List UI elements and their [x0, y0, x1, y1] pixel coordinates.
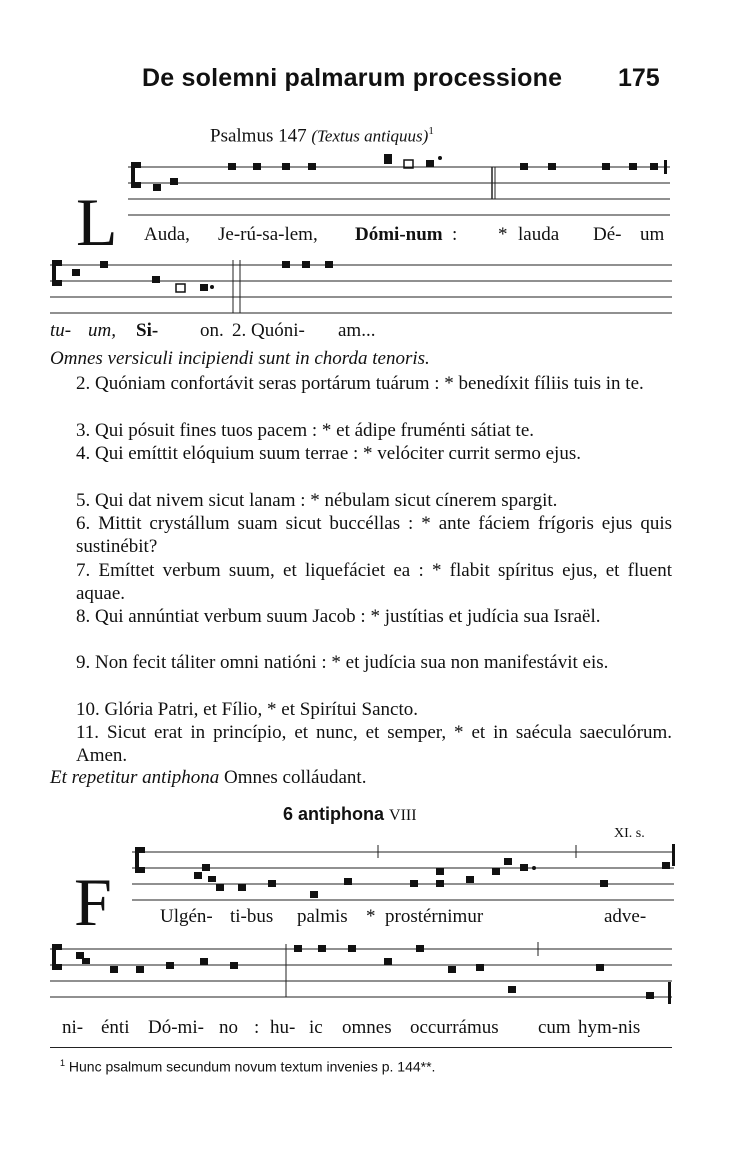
antiphon-lyric-2-1: ni- — [62, 1017, 84, 1038]
psalm-lyric-2-1: tu- — [50, 320, 72, 341]
rubric-outro-italic: Et repetitur antiphona — [50, 767, 220, 788]
psalm-lyric-1-6: lauda — [518, 224, 560, 245]
verse-5: 5. Qui dat nivem sicut lanam : * nébulam sicut cínerem spargit. — [76, 490, 558, 511]
antiphon-lyric-1-2: ti-bus — [230, 906, 274, 927]
psalm-title-main: Psalmus 147 — [210, 125, 307, 147]
psalm-lyric-2-4: on. — [200, 320, 224, 341]
antiphon-source: XI. s. — [614, 826, 645, 841]
verse-7: 7. Emíttet verbum suum, et liquefáciet ea : * flabit spíritus ejus, et fluent aquae. — [76, 560, 672, 604]
antiphon-lyric-2-3: Dó-mi- — [148, 1017, 204, 1038]
verse-8: 8. Qui annúntiat verbum suum Jacob : * justítias et judícia sua Israël. — [76, 606, 601, 627]
antiphon-lyric-2-2: énti — [101, 1017, 130, 1038]
psalm-lyric-2-6: am... — [338, 320, 376, 341]
footnote-text: Hunc psalmum secundum novum textum invenies p. 144**. — [68, 1058, 436, 1075]
antiphon-lyric-2-6: hu- — [270, 1017, 296, 1038]
antiphon-lyric-2-10: cum — [538, 1017, 571, 1038]
footnote-mark: 1 — [428, 125, 434, 137]
antiphon-lyric-2-4: no — [219, 1017, 238, 1038]
rubric-outro — [50, 766, 672, 789]
verse-9: 9. Non fecit táliter omni natióni : * et judícia sua non manifestávit eis. — [76, 652, 609, 673]
antiphon-mode: VIII — [389, 807, 417, 824]
page-number: 175 — [618, 64, 660, 92]
verse-4: 4. Qui emíttit elóquium suum terrae : * velóciter currit sermo ejus. — [76, 443, 581, 464]
psalm-lyric-1-7: Dé- — [593, 224, 622, 245]
antiphon-title-main: 6 antiphona — [283, 804, 385, 824]
antiphon-lyric-2-7: ic — [309, 1017, 323, 1038]
rubric-outro-normal: Omnes colláudant. — [223, 767, 367, 788]
psalm-lyric-1-4: : — [452, 224, 458, 245]
footnote-mark-bottom: 1 — [60, 1058, 66, 1068]
antiphon-lyric-2-11: hym-nis — [578, 1017, 641, 1038]
psalm-lyric-2-5: 2. Quóni- — [232, 320, 305, 341]
verse-2: 2. Quóniam confortávit seras portárum tuárum : * benedíxit fíliis tuis in te. — [76, 373, 644, 394]
antiphon-lyric-1-3: palmis — [297, 906, 348, 927]
antiphon-lyric-1-4: * — [366, 906, 376, 927]
psalm-lyric-1-5: * — [498, 224, 508, 245]
verse-10: 10. Glória Patri, et Fílio, * et Spirítui Sancto. — [76, 699, 418, 720]
psalm-title — [210, 125, 434, 147]
psalm-lyric-1-2: Je-rú-sa-lem, — [218, 224, 318, 245]
antiphon-lyric-1-1: Ulgén- — [160, 906, 213, 927]
verse-6: 6. Mittit crystállum suam sicut buccéllas : * ante fáciem frígoris ejus quis sustinébit? — [76, 513, 672, 557]
footnote-rule — [50, 1047, 672, 1048]
verse-11: 11. Sicut erat in princípio, et nunc, et semper, * et in saécula saeculórum. Amen. — [76, 722, 672, 766]
rubric-intro: Omnes versiculi incipiendi sunt in chorda tenoris. — [50, 348, 430, 369]
antiphon-title — [283, 804, 417, 825]
psalm-lyric-2-3: Si- — [136, 320, 159, 341]
psalm-lyric-2-2: um, — [88, 320, 116, 341]
footnote — [60, 1058, 435, 1075]
psalm-lyric-1-1: Auda, — [144, 224, 190, 245]
psalm-staff-2 — [50, 250, 672, 320]
antiphon-lyric-2-9: occurrámus — [410, 1017, 499, 1038]
running-title: De solemni palmarum processione — [142, 64, 563, 92]
psalm-lyric-1-3: Dómi-num — [355, 224, 443, 245]
antiphon-lyric-1-6: adve- — [604, 906, 647, 927]
verse-3: 3. Qui pósuit fines tuos pacem : * et ádipe fruménti sátiat te. — [76, 420, 535, 441]
antiphon-staff-2 — [50, 940, 676, 1010]
psalm-lyric-1-8: um — [640, 224, 665, 245]
antiphon-lyric-2-5: : — [254, 1017, 260, 1038]
antiphon-lyric-2-8: omnes — [342, 1017, 392, 1038]
antiphon-staff-1 — [132, 840, 677, 910]
psalm-subtitle: (Textus antiquus) — [311, 126, 429, 146]
drop-initial-l: L — [76, 184, 118, 260]
drop-initial-f: F — [74, 864, 112, 940]
psalm-staff-1 — [128, 150, 673, 220]
antiphon-lyric-1-5: prostérnimur — [385, 906, 484, 927]
